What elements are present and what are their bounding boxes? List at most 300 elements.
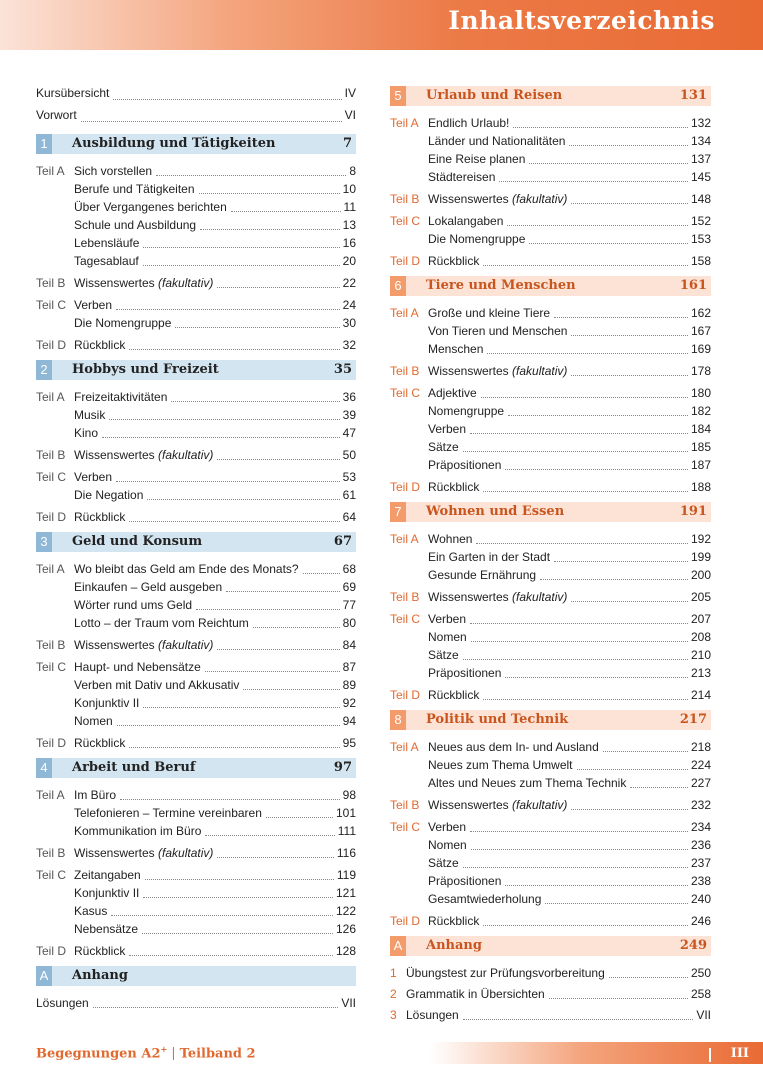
entry-page: 92 <box>342 696 356 710</box>
chapter-title: Hobbys und Freizeit <box>52 360 334 380</box>
entry-title: Über Vergangenes berichten <box>74 200 227 214</box>
entry-page: 69 <box>342 580 356 594</box>
entry-part: Teil C <box>36 660 67 674</box>
entry-page: 158 <box>690 254 711 268</box>
entry-page: 148 <box>690 192 711 206</box>
leader-dots <box>471 849 688 850</box>
chapter-page: 131 <box>680 86 711 106</box>
leader-dots <box>147 499 339 500</box>
entry-part: Teil D <box>36 510 67 524</box>
leader-dots <box>571 375 688 376</box>
toc-entry[interactable] <box>390 168 711 186</box>
entry-part: Teil D <box>36 736 67 750</box>
entry-part: Teil B <box>36 846 66 860</box>
entry-page: VI <box>344 108 356 122</box>
entry-page: 111 <box>337 824 356 838</box>
leader-dots <box>481 397 688 398</box>
toc-entry[interactable] <box>390 985 711 1003</box>
page-footer <box>0 1040 763 1066</box>
chapter-number: 6 <box>390 276 406 296</box>
entry-title: Die Negation <box>74 488 144 502</box>
toc-entry[interactable] <box>36 676 356 694</box>
toc-right-column <box>390 82 711 1024</box>
toc-entry[interactable] <box>390 1006 711 1024</box>
entry-page: 185 <box>690 440 711 454</box>
entry-page: 84 <box>342 638 356 652</box>
toc-entry[interactable] <box>36 884 356 902</box>
entry-title: Rückblick <box>74 510 126 524</box>
entry-title: Rückblick <box>428 480 480 494</box>
toc-entry[interactable] <box>390 890 711 908</box>
toc-entry[interactable] <box>390 818 711 836</box>
entry-title: Rückblick <box>428 914 480 928</box>
entry-title: Präpositionen <box>428 666 502 680</box>
toc-entry[interactable] <box>36 822 356 840</box>
entry-part: Teil B <box>36 276 66 290</box>
toc-entry[interactable] <box>390 774 711 792</box>
toc-entry[interactable] <box>36 508 356 526</box>
toc-entry[interactable] <box>390 438 711 456</box>
entry-title: Wissenswertes (fakultativ) <box>428 192 568 206</box>
toc-entry[interactable] <box>36 694 356 712</box>
toc-entry[interactable] <box>36 614 356 632</box>
entry-title: Lösungen <box>406 1008 459 1022</box>
toc-entry[interactable] <box>390 854 711 872</box>
leader-dots <box>571 203 688 204</box>
toc-entry[interactable] <box>36 162 356 180</box>
entry-title: Präpositionen <box>428 874 502 888</box>
toc-entry[interactable] <box>390 384 711 402</box>
toc-entry[interactable] <box>390 548 711 566</box>
entry-page: 128 <box>335 944 356 958</box>
entry-title: Lokalangaben <box>428 214 504 228</box>
leader-dots <box>505 885 688 886</box>
leader-dots <box>111 915 333 916</box>
chapter-page: 161 <box>680 276 711 296</box>
toc-entry[interactable] <box>36 104 356 126</box>
leader-dots <box>217 459 339 460</box>
entry-page: 167 <box>690 324 711 338</box>
leader-dots <box>545 903 688 904</box>
entry-title: Verben <box>74 298 113 312</box>
leader-dots <box>571 809 688 810</box>
leader-dots <box>554 561 688 562</box>
entry-page: 77 <box>342 598 356 612</box>
entry-title: Wissenswertes (fakultativ) <box>74 448 214 462</box>
toc-entry[interactable] <box>36 786 356 804</box>
chapter-heading[interactable] <box>390 276 711 296</box>
entry-part: Teil B <box>390 192 420 206</box>
leader-dots <box>507 225 688 226</box>
toc-entry[interactable] <box>36 486 356 504</box>
leader-dots <box>156 175 346 176</box>
entry-page: 218 <box>690 740 711 754</box>
entry-part: Teil A <box>36 164 65 178</box>
entry-part: Teil C <box>36 868 67 882</box>
chapter-heading[interactable] <box>36 532 356 552</box>
entry-title: Große und kleine Tiere <box>428 306 551 320</box>
entry-title: Menschen <box>428 342 484 356</box>
entry-page: 208 <box>690 630 711 644</box>
entry-title: Wohnen <box>428 532 473 546</box>
toc-entry[interactable] <box>36 296 356 314</box>
chapter-number: 1 <box>36 134 52 154</box>
toc-entry[interactable] <box>390 912 711 930</box>
toc-entry[interactable] <box>36 712 356 730</box>
entry-title: Nomen <box>428 838 467 852</box>
toc-entry[interactable] <box>36 314 356 332</box>
entry-title: Wissenswertes (fakultativ) <box>74 638 214 652</box>
entry-title: Gesamtwiederholung <box>428 892 542 906</box>
toc-entry[interactable] <box>390 114 711 132</box>
toc-entry[interactable] <box>390 402 711 420</box>
toc-entry[interactable] <box>36 198 356 216</box>
toc-entry[interactable] <box>36 388 356 406</box>
entry-title: Gesunde Ernährung <box>428 568 537 582</box>
toc-entry[interactable] <box>390 836 711 854</box>
toc-entry[interactable] <box>390 588 711 606</box>
leader-dots <box>483 265 688 266</box>
toc-entry[interactable] <box>390 230 711 248</box>
entry-page: 236 <box>690 838 711 852</box>
entry-page: 64 <box>342 510 356 524</box>
entry-page: 30 <box>342 316 356 330</box>
toc-entry[interactable] <box>36 468 356 486</box>
leader-dots <box>143 265 340 266</box>
entry-page: 180 <box>690 386 711 400</box>
leader-dots <box>549 998 688 999</box>
toc-entry[interactable] <box>390 252 711 270</box>
entry-title: Tagesablauf <box>74 254 139 268</box>
leader-dots <box>571 601 688 602</box>
entry-page: 68 <box>342 562 356 576</box>
toc-entry[interactable] <box>36 336 356 354</box>
toc-entry[interactable] <box>390 420 711 438</box>
toc-entry[interactable] <box>390 362 711 380</box>
entry-part: Teil C <box>390 820 421 834</box>
entry-title: Neues aus dem In- und Ausland <box>428 740 599 754</box>
toc-entry[interactable] <box>36 446 356 464</box>
leader-dots <box>499 181 688 182</box>
toc-entry[interactable] <box>36 578 356 596</box>
chapter-page: 191 <box>680 502 711 522</box>
leader-dots <box>483 491 688 492</box>
chapter-page: 67 <box>334 532 356 552</box>
toc-entry[interactable] <box>390 132 711 150</box>
toc-entry[interactable] <box>390 610 711 628</box>
leader-dots <box>569 145 688 146</box>
chapter-page <box>352 966 356 986</box>
chapter-title: Wohnen und Essen <box>406 502 680 522</box>
toc-entry[interactable] <box>36 82 356 104</box>
chapter-number: 2 <box>36 360 52 380</box>
entry-page: 11 <box>343 200 356 214</box>
leader-dots <box>471 641 688 642</box>
entry-part: Teil A <box>390 116 419 130</box>
chapter-heading[interactable] <box>390 86 711 106</box>
toc-entry[interactable] <box>36 866 356 884</box>
leader-dots <box>463 867 688 868</box>
toc-entry[interactable] <box>390 738 711 756</box>
header-banner <box>0 0 763 50</box>
entry-page: 98 <box>342 788 356 802</box>
entry-title: Nomen <box>428 630 467 644</box>
toc-entry[interactable] <box>390 190 711 208</box>
entry-part: Teil B <box>36 638 66 652</box>
toc-entry[interactable] <box>36 252 356 270</box>
entry-part: Teil D <box>390 688 421 702</box>
entry-title: Verben mit Dativ und Akkusativ <box>74 678 240 692</box>
chapter-number: 7 <box>390 502 406 522</box>
entry-title: Präpositionen <box>428 458 502 472</box>
toc-entry[interactable] <box>390 646 711 664</box>
leader-dots <box>143 247 339 248</box>
toc-entry[interactable] <box>36 902 356 920</box>
toc-entry[interactable] <box>390 796 711 814</box>
entry-title: Sätze <box>428 440 459 454</box>
chapter-number: A <box>390 936 406 956</box>
entry-page: 169 <box>690 342 711 356</box>
toc-entry[interactable] <box>390 628 711 646</box>
toc-entry[interactable] <box>36 234 356 252</box>
entry-page: 238 <box>690 874 711 888</box>
toc-entry[interactable] <box>36 844 356 862</box>
entry-page: 224 <box>690 758 711 772</box>
leader-dots <box>470 831 688 832</box>
leader-dots <box>109 419 339 420</box>
toc-entry[interactable] <box>36 560 356 578</box>
entry-page: 137 <box>690 152 711 166</box>
leader-dots <box>463 1019 694 1020</box>
leader-dots <box>200 229 340 230</box>
entry-part: Teil B <box>390 364 420 378</box>
entry-page: 214 <box>690 688 711 702</box>
entry-page: 250 <box>690 966 711 980</box>
entry-part: Teil A <box>36 562 65 576</box>
chapter-title: Ausbildung und Tätigkeiten <box>52 134 343 154</box>
entry-title: Haupt- und Nebensätze <box>74 660 201 674</box>
entry-page: 192 <box>690 532 711 546</box>
toc-entry[interactable] <box>36 424 356 442</box>
toc-entry[interactable] <box>390 964 711 982</box>
optional-note: (fakultativ) <box>158 276 214 290</box>
entry-part: 1 <box>390 966 397 980</box>
book-title: Begegnungen A2+ | Teilband 2 <box>36 1044 256 1062</box>
optional-note: (fakultativ) <box>512 192 568 206</box>
entry-part: Teil B <box>390 590 420 604</box>
entry-page: 232 <box>690 798 711 812</box>
entry-title: Sich vorstellen <box>74 164 153 178</box>
entry-title: Neues zum Thema Umwelt <box>428 758 573 772</box>
entry-title: Endlich Urlaub! <box>428 116 510 130</box>
entry-page: 8 <box>349 164 356 178</box>
entry-page: 200 <box>690 568 711 582</box>
optional-note: (fakultativ) <box>512 590 568 604</box>
chapter-heading[interactable] <box>390 936 711 956</box>
leader-dots <box>143 897 333 898</box>
toc-entry[interactable] <box>390 456 711 474</box>
entry-title: Verben <box>428 422 467 436</box>
leader-dots <box>217 857 333 858</box>
entry-title: Einkaufen – Geld ausgeben <box>74 580 223 594</box>
toc-entry[interactable] <box>390 340 711 358</box>
leader-dots <box>630 787 688 788</box>
optional-note: (fakultativ) <box>158 846 214 860</box>
toc-entry[interactable] <box>36 596 356 614</box>
leader-dots <box>117 725 340 726</box>
entry-title: Kommunikation im Büro <box>74 824 202 838</box>
entry-page: 205 <box>690 590 711 604</box>
leader-dots <box>142 933 333 934</box>
leader-dots <box>540 579 688 580</box>
entry-title: Adjektive <box>428 386 477 400</box>
toc-entry[interactable] <box>36 180 356 198</box>
toc-entry[interactable] <box>390 686 711 704</box>
toc-entry[interactable] <box>36 734 356 752</box>
toc-entry[interactable] <box>36 216 356 234</box>
toc-entry[interactable] <box>36 804 356 822</box>
toc-entry[interactable] <box>36 636 356 654</box>
toc-entry[interactable] <box>36 274 356 292</box>
toc-entry[interactable] <box>390 212 711 230</box>
chapter-heading[interactable] <box>36 758 356 778</box>
entry-part: Teil A <box>36 788 65 802</box>
entry-title: Verben <box>428 612 467 626</box>
leader-dots <box>571 335 688 336</box>
entry-page: 162 <box>690 306 711 320</box>
entry-title: Lösungen <box>36 996 89 1010</box>
entry-part: Teil D <box>390 254 421 268</box>
optional-note: (fakultativ) <box>512 364 568 378</box>
entry-part: 3 <box>390 1008 397 1022</box>
entry-title: Länder und Nationalitäten <box>428 134 566 148</box>
entry-page: 213 <box>690 666 711 680</box>
chapter-page: 35 <box>334 360 356 380</box>
leader-dots <box>102 437 340 438</box>
entry-page: 152 <box>690 214 711 228</box>
entry-title: Eine Reise planen <box>428 152 526 166</box>
toc-entry[interactable] <box>390 150 711 168</box>
entry-page: 95 <box>342 736 356 750</box>
chapter-title: Anhang <box>52 966 352 986</box>
entry-title: Wissenswertes (fakultativ) <box>74 846 214 860</box>
toc-entry[interactable] <box>36 658 356 676</box>
leader-dots <box>129 955 333 956</box>
entry-title: Rückblick <box>74 338 126 352</box>
entry-part: Teil C <box>36 298 67 312</box>
toc-entry[interactable] <box>390 756 711 774</box>
entry-page: 22 <box>342 276 356 290</box>
entry-title: Wissenswertes (fakultativ) <box>74 276 214 290</box>
toc-entry[interactable] <box>36 994 356 1012</box>
toc-entry[interactable] <box>390 530 711 548</box>
entry-page: 134 <box>690 134 711 148</box>
entry-title: Vorwort <box>36 108 77 122</box>
chapter-number: 8 <box>390 710 406 730</box>
entry-page: 122 <box>335 904 356 918</box>
leader-dots <box>129 747 339 748</box>
entry-title: Rückblick <box>428 254 480 268</box>
toc-entry[interactable] <box>390 566 711 584</box>
toc-left-column <box>36 82 356 1012</box>
entry-page: 207 <box>690 612 711 626</box>
entry-title: Verben <box>428 820 467 834</box>
entry-page: 47 <box>342 426 356 440</box>
chapter-number: 5 <box>390 86 406 106</box>
entry-page: 153 <box>690 232 711 246</box>
leader-dots <box>505 677 688 678</box>
entry-part: Teil C <box>390 612 421 626</box>
toc-entry[interactable] <box>36 406 356 424</box>
entry-page: 184 <box>690 422 711 436</box>
entry-page: IV <box>344 86 356 100</box>
entry-title: Sätze <box>428 648 459 662</box>
chapter-heading[interactable] <box>36 966 356 986</box>
entry-page: 121 <box>335 886 356 900</box>
entry-title: Rückblick <box>74 944 126 958</box>
entry-title: Nomengruppe <box>428 404 505 418</box>
entry-title: Rückblick <box>74 736 126 750</box>
entry-part: Teil D <box>390 914 421 928</box>
footer-divider <box>709 1048 711 1062</box>
toc-entry[interactable] <box>390 664 711 682</box>
toc-entry[interactable] <box>390 478 711 496</box>
entry-page: 116 <box>336 846 356 860</box>
toc-entry[interactable] <box>36 920 356 938</box>
entry-page: 39 <box>342 408 356 422</box>
toc-entry[interactable] <box>390 872 711 890</box>
entry-page: 132 <box>690 116 711 130</box>
entry-page: VII <box>341 996 356 1010</box>
entry-title: Konjunktiv II <box>74 886 140 900</box>
entry-part: Teil D <box>36 944 67 958</box>
entry-title: Wissenswertes (fakultativ) <box>428 590 568 604</box>
toc-entry[interactable] <box>36 942 356 960</box>
entry-page: 234 <box>690 820 711 834</box>
entry-page: 119 <box>336 868 356 882</box>
entry-page: 24 <box>342 298 356 312</box>
chapter-heading[interactable] <box>36 134 356 154</box>
entry-part: Teil B <box>36 448 66 462</box>
chapter-heading[interactable] <box>36 360 356 380</box>
leader-dots <box>470 623 688 624</box>
leader-dots <box>476 543 687 544</box>
entry-title: Wissenswertes (fakultativ) <box>428 364 568 378</box>
entry-part: Teil C <box>390 386 421 400</box>
chapter-page: 7 <box>343 134 356 154</box>
leader-dots <box>199 193 340 194</box>
leader-dots <box>505 469 688 470</box>
leader-dots <box>113 99 341 100</box>
chapter-title: Politik und Technik <box>406 710 680 730</box>
toc-entry[interactable] <box>390 304 711 322</box>
entry-page: 187 <box>690 458 711 472</box>
leader-dots <box>463 451 688 452</box>
chapter-title: Arbeit und Beruf <box>52 758 334 778</box>
chapter-title: Tiere und Menschen <box>406 276 680 296</box>
leader-dots <box>217 287 339 288</box>
leader-dots <box>487 353 688 354</box>
entry-title: Die Nomengruppe <box>428 232 526 246</box>
entry-page: 101 <box>335 806 356 820</box>
toc-entry[interactable] <box>390 322 711 340</box>
chapter-heading[interactable] <box>390 502 711 522</box>
leader-dots <box>231 211 341 212</box>
entry-page: 210 <box>690 648 711 662</box>
entry-title: Kursübersicht <box>36 86 110 100</box>
chapter-heading[interactable] <box>390 710 711 730</box>
entry-title: Konjunktiv II <box>74 696 140 710</box>
